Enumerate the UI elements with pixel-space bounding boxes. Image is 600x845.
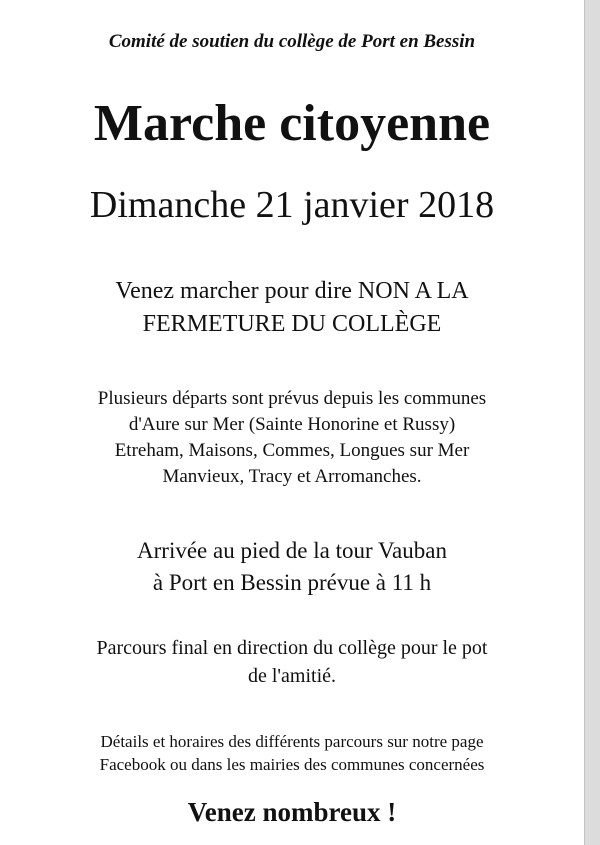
route-paragraph xyxy=(0,634,584,690)
arrival-paragraph xyxy=(0,535,584,599)
call-line: FERMETURE DU COLLÈGE xyxy=(142,311,442,337)
departures-line: Manvieux, Tracy et Arromanches. xyxy=(162,466,422,487)
flyer-title: Marche citoyenne xyxy=(93,95,491,152)
call-to-action xyxy=(0,275,584,341)
departures-line: Etreham, Maisons, Commes, Longues sur Mer xyxy=(114,440,470,461)
call-line: Venez marcher pour dire NON A LA xyxy=(115,278,469,304)
details-line: Détails et horaires des différents parcours sur notre page xyxy=(100,732,484,751)
route-line: Parcours final en direction du collège pour le pot xyxy=(96,637,488,659)
departures-line: d'Aure sur Mer (Sainte Honorine et Russy) xyxy=(128,414,456,435)
departures-paragraph xyxy=(0,386,584,490)
vertical-scrollbar[interactable] xyxy=(584,0,600,845)
arrival-line: Arrivée au pied de la tour Vauban xyxy=(137,538,447,563)
event-date: Dimanche 21 janvier 2018 xyxy=(89,184,495,226)
details-paragraph xyxy=(0,730,584,776)
departures-line: Plusieurs départs sont prévus depuis les communes xyxy=(97,388,487,409)
committee-heading: Comité de soutien du collège de Port en Bessin xyxy=(108,31,476,52)
details-line: Facebook ou dans les mairies des communes concernées xyxy=(99,755,485,774)
route-line: de l'amitié. xyxy=(247,665,337,687)
closing-call: Venez nombreux ! xyxy=(187,797,397,827)
arrival-line: à Port en Bessin prévue à 11 h xyxy=(152,570,432,595)
